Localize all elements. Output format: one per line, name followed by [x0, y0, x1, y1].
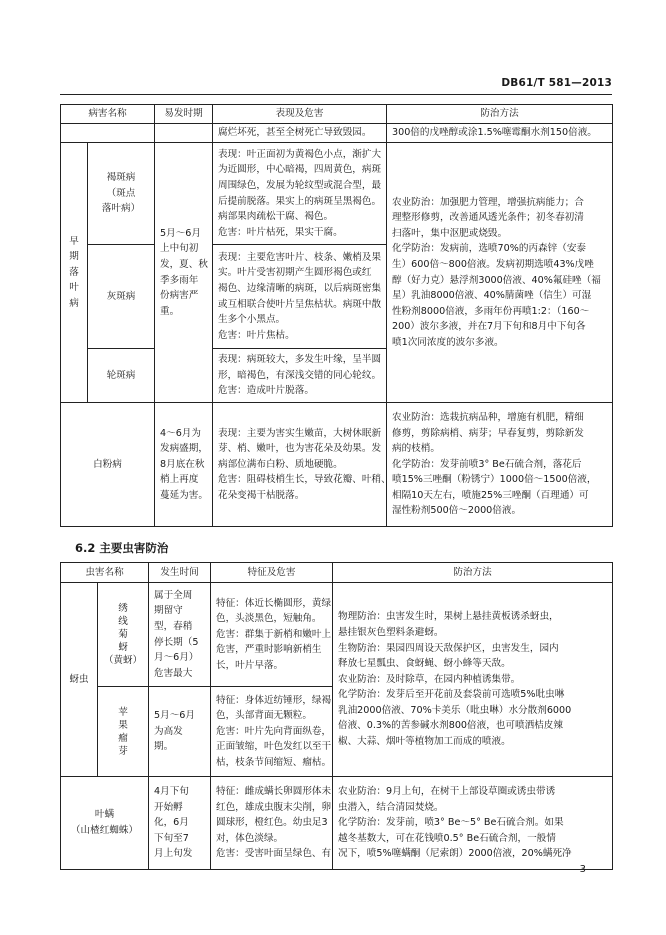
carry-name-cell	[61, 124, 155, 143]
carry-symptom-cell: 腐烂坏死，甚至全树死亡导致毁园。	[213, 124, 387, 143]
aphid-control-cell: 物理防治：虫害发生时，果树上悬挂黄板诱杀蚜虫， 悬挂银灰色塑料条避蚜。 生物防治：果园四周设天敌保护区，虫害发生，园内 释放七星瓢虫、食蚜蝇、蚜小蜂等天敌。 农业防治：及时除草，在园内种植诱集带。 化学防治：发芽后至开花前及套袋前可选喷5%吡虫啉 乳油2000倍液、70%卡美乐（吡虫啉）水分散剂6000 倍液、0.3%的苦参碱水剂800倍液，也可喷洒桔皮辣 椒、大蒜、烟叶等植物加工而成的喷液。	[333, 583, 613, 777]
symptom-powdery-mildew: 表现：主要为害实生嫩苗，大树休眠新 芽、梢、嫩叶，也为害花朵及幼果。发 病部位满布白粉、质地硬脆。 危害：阻碍枝梢生长，导致花瓣、叶稍、 花朵变褐干枯脱落。	[213, 403, 387, 527]
disease-control-table	[60, 104, 613, 527]
table-row	[61, 143, 613, 245]
document-id: DB61/T 581—2013	[501, 77, 612, 89]
pest-control-table	[60, 562, 613, 870]
page-number: 3	[579, 864, 586, 875]
col-header-disease-name: 病害名称	[61, 105, 155, 124]
pest-name-spider-mite: 叶螨 （山楂红蜘蛛）	[61, 777, 149, 870]
pest-table-header-row	[61, 563, 613, 583]
pest-name-apple-aphid: 苹 果 瘤 芽	[98, 687, 149, 777]
col-header-symptoms: 表现及危害	[213, 105, 387, 124]
disease-name-ring-spot: 轮斑病	[88, 349, 155, 403]
col-header-onset-period: 易发时期	[155, 105, 213, 124]
section-title: 6.2 主要虫害防治	[75, 541, 169, 555]
disease-table-header-row	[61, 105, 613, 124]
disease-name-gray-spot: 灰斑病	[88, 245, 155, 349]
carry-control-cell: 300倍的戊唑醇或涂1.5%噻霉酮水剂150倍液。	[387, 124, 613, 143]
feature-spider-mite: 特征：雌成螨长卵圆形体未 红色，雄成虫腹末尖削，卵 圆球形，橙红色。幼虫足3 对，体色淡绿。 危害：受害叶面呈绿色、有	[211, 777, 333, 870]
early-leaf-drop-group-cell: 早 期 落 叶 病	[61, 143, 88, 403]
feature-spiraea-aphid: 特征：体近长椭圆形，黄绿 色，头淡黑色，短触角。 危害：群集于新梢和嫩叶上 危害，严重时影响新梢生 长，叶片早落。	[211, 583, 333, 687]
col-header-occurrence-time: 发生时间	[149, 563, 211, 583]
period-spider-mite: 4月下旬 开始孵 化，6月 下旬至7 月上旬发	[149, 777, 211, 870]
col-header-control-methods: 防治方法	[387, 105, 613, 124]
table-row	[61, 777, 613, 870]
symptom-gray-spot: 表现：主要危害叶片、枝条、嫩梢及果 实。叶片受害初期产生圆形褐色或红 褐色、边缘清晰的病斑，以后病斑密集 或互相联合使叶片呈焦枯状。病斑中散 生多个小黑点。 危害：叶片焦枯。	[213, 245, 387, 349]
control-spider-mite: 农业防治：9月上旬，在树干上部设草圈或诱虫带诱 虫潜入，结合清园焚烧。 化学防治：发芽前，喷3° Be～5° Be石硫合剂。如果 越冬基数大，可在花钱喷0.5° Be石硫合剂，一般情 况下，喷5%噻螨酮（尼索朗）2000倍液，20%螨死净	[333, 777, 613, 870]
aphid-group-cell: 蚜虫	[61, 583, 98, 777]
disease-name-powdery-mildew: 白粉病	[61, 403, 155, 527]
table-row	[61, 583, 613, 687]
early-leaf-drop-period-cell: 5月～6月 上中旬初 发，夏、秋 季多雨年 份病害严 重。	[155, 143, 213, 403]
period-apple-aphid: 5月～6月 为高发 期。	[149, 687, 211, 777]
header-rule	[60, 94, 612, 95]
col-header-pest-name: 虫害名称	[61, 563, 149, 583]
col-header-features: 特征及危害	[211, 563, 333, 583]
period-spiraea-aphid: 属于全周 期留守 型，春稍 停长期（5 月～6月） 危害最大	[149, 583, 211, 687]
table-row	[61, 124, 613, 143]
control-powdery-mildew: 农业防治：选栽抗病品种，增施有机肥，精细 修剪，剪除病梢、病芽；早春复剪，剪除新发 病的枝梢。 化学防治：发芽前喷3° Be石硫合剂，落花后 喷15%三唑酮（粉锈宁）1000倍～1500倍液， 相隔10天左右，喷施25%三唑酮（百理通）可 湿性粉剂500倍～2000倍液。	[387, 403, 613, 527]
table-row	[61, 403, 613, 527]
early-leaf-drop-control-cell: 农业防治：加强肥力管理，增强抗病能力；合 理整形修剪，改善通风透光条件；初冬春初清 扫落叶，集中沤肥或烧毁。 化学防治：发病前，选喷70%的丙森锌（安泰 生）600倍～800倍液。发病初期选喷43%戊唑 醇（好力克）悬浮剂3000倍液、40%氟硅唑（福 星）乳油8000倍液、40%腈菌唑（信生）可湿 性粉剂8000倍液，多雨年份再喷1:2：（160～ 200）波尔多液，并在7月下旬和8月中下旬各 喷1次同浓度的波尔多液。	[387, 143, 613, 403]
pest-name-spiraea-aphid: 绣 线 菊 蚜 （黄蚜）	[98, 583, 149, 687]
symptom-ring-spot: 表现：病斑较大，多发生叶缘，呈半圆 形，暗褐色，有深浅交错的同心轮纹。 危害：造成叶片脱落。	[213, 349, 387, 403]
feature-apple-aphid: 特征：身体近纺锤形，绿褐 色，头部背面无颗粒。 危害：叶片先向背面纵卷， 正面皱缩，叶色发红以至干 枯，枝条节间缩短、瘤枯。	[211, 687, 333, 777]
symptom-brown-spot: 表现：叶正面初为黄褐色小点，渐扩大 为近圆形，中心暗褐，四周黄色，病斑 周围绿色，发展为轮纹型或混合型，最 后提前脱落。果实上的病斑呈黑褐色。 病部果肉疏松干腐、褐色。 危害：叶片枯死，果实干腐。	[213, 143, 387, 245]
powdery-mildew-period-cell: 4～6月为 发病盛期， 8月底在秋 梢上再度 蔓延为害。	[155, 403, 213, 527]
carry-period-cell	[155, 124, 213, 143]
col-header-pest-control-methods: 防治方法	[333, 563, 613, 583]
disease-name-brown-spot: 褐斑病 （斑点 落叶病）	[88, 143, 155, 245]
